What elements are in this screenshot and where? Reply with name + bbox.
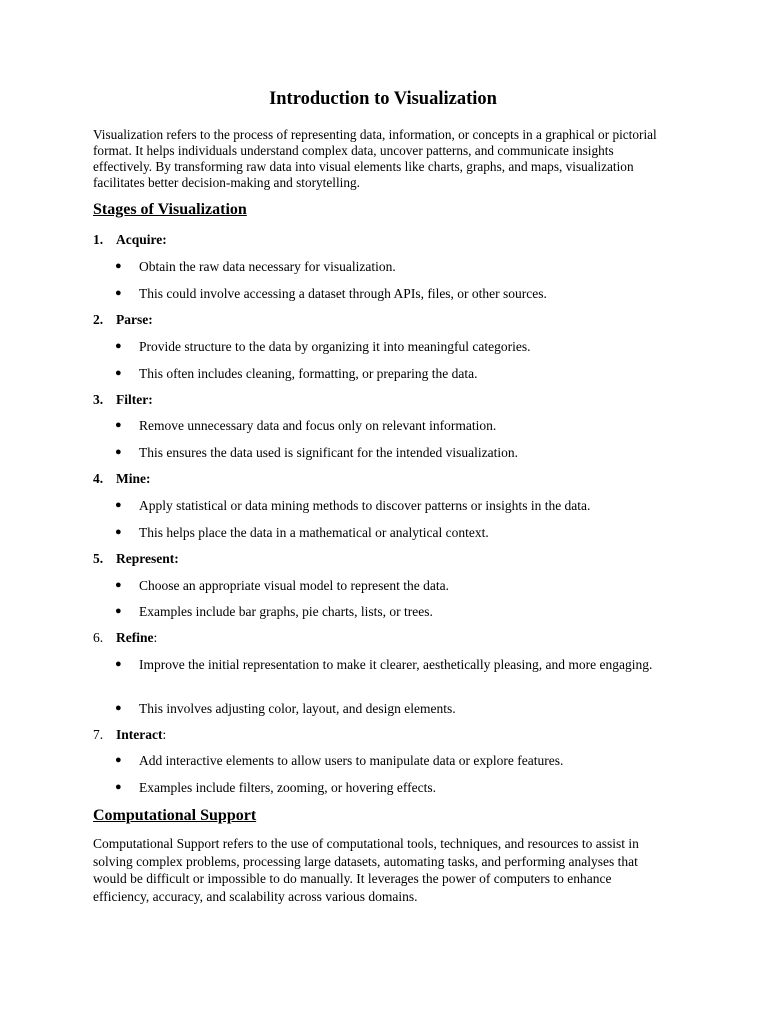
bullet-text: Improve the initial representation to make it clearer, aesthetically pleasing, and more engaging.	[139, 657, 653, 672]
stage-label	[116, 311, 153, 328]
bullet-text: This could involve accessing a dataset through APIs, files, or other sources.	[139, 286, 547, 301]
stage-label-bold: Acquire:	[116, 232, 167, 247]
bullet-icon: ●	[115, 781, 122, 793]
stage-number: 2.	[93, 312, 104, 327]
stage-label	[116, 550, 179, 567]
bullet-icon: ●	[115, 526, 122, 538]
stage-label-bold: Filter:	[116, 392, 153, 407]
bullet-icon: ●	[115, 658, 122, 670]
intro-paragraph: Visualization refers to the process of representing data, information, or concepts in a graphical or pictorial format. It helps individuals understand complex data, uncover patterns, and communicate insights effectively. By transforming raw data into visual elements like charts, graphs, and maps, visualization facilitates better decision-making and storytelling.	[93, 127, 657, 190]
bullet-icon: ●	[115, 367, 122, 379]
bullet-icon: ●	[115, 499, 122, 511]
stage-number: 6.	[93, 630, 104, 645]
stage-label-bold: Parse:	[116, 312, 153, 327]
stage-label	[116, 629, 157, 646]
bullet-icon: ●	[115, 260, 122, 272]
stage-number: 5.	[93, 551, 104, 566]
bullet-text: This ensures the data used is significant for the intended visualization.	[139, 445, 519, 460]
stage-label	[116, 391, 153, 408]
bullet-text: This helps place the data in a mathematical or analytical context.	[139, 525, 489, 540]
page-title: Introduction to Visualization	[269, 89, 497, 109]
stage-label-rest: :	[162, 727, 167, 742]
stage-number: 3.	[93, 392, 104, 407]
stage-label-bold: Mine:	[116, 471, 151, 486]
bullet-text: Examples include bar graphs, pie charts, lists, or trees.	[139, 604, 433, 619]
bullet-icon: ●	[115, 702, 122, 714]
bullet-icon: ●	[115, 754, 122, 766]
stage-label	[116, 231, 167, 248]
bullet-text: Apply statistical or data mining methods to discover patterns or insights in the data.	[139, 498, 591, 513]
stage-label-bold: Interact	[116, 727, 163, 742]
stage-number: 7.	[93, 727, 104, 742]
bullet-text: Examples include filters, zooming, or hovering effects.	[139, 780, 437, 795]
stage-label	[116, 726, 166, 743]
computational-support-paragraph: Computational Support refers to the use of computational tools, techniques, and resources to assist in solving complex problems, processing large datasets, automating tasks, and performing analyses that would be difficult or impossible to do manually. It leverages the power of computers to enhance efficiency, accuracy, and scalability across various domains.	[93, 836, 639, 904]
bullet-text: This involves adjusting color, layout, and design elements.	[139, 701, 456, 716]
bullet-text: Choose an appropriate visual model to represent the data.	[139, 578, 450, 593]
stage-label-bold: Represent:	[116, 551, 179, 566]
stage-label	[116, 470, 151, 487]
bullet-icon: ●	[115, 605, 122, 617]
computational-support-heading: Computational Support	[93, 807, 257, 824]
bullet-icon: ●	[115, 446, 122, 458]
bullet-text: Remove unnecessary data and focus only on relevant information.	[139, 418, 497, 433]
bullet-text: This often includes cleaning, formatting, or preparing the data.	[139, 366, 478, 381]
bullet-text: Add interactive elements to allow users to manipulate data or explore features.	[139, 753, 564, 768]
bullet-icon: ●	[115, 340, 122, 352]
stage-label-bold: Refine	[116, 630, 154, 645]
stage-number: 4.	[93, 471, 104, 486]
bullet-text: Obtain the raw data necessary for visualization.	[139, 259, 396, 274]
stage-number: 1.	[93, 232, 104, 247]
bullet-icon: ●	[115, 579, 122, 591]
stages-heading: Stages of Visualization	[93, 201, 247, 218]
bullet-icon: ●	[115, 287, 122, 299]
bullet-text: Provide structure to the data by organizing it into meaningful categories.	[139, 339, 531, 354]
bullet-icon: ●	[115, 419, 122, 431]
stage-label-rest: :	[153, 630, 158, 645]
